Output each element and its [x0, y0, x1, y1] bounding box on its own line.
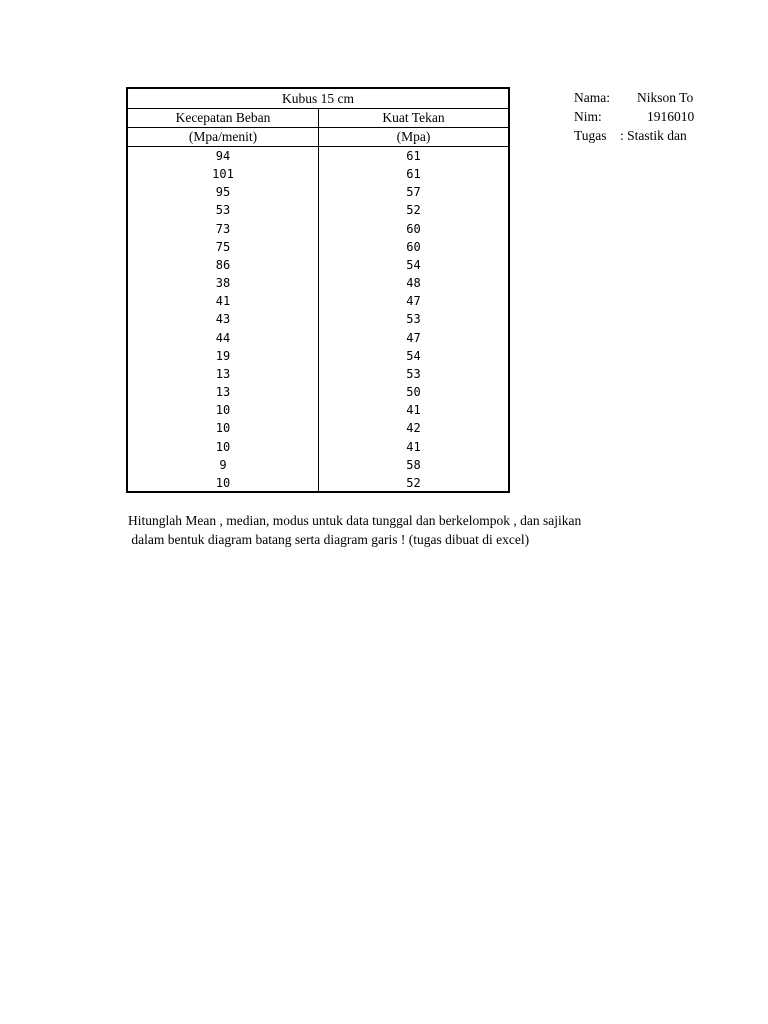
nama-label: Nama: [574, 90, 610, 105]
instruction-line-1: Hitunglah Mean , median, modus untuk data tunggal dan berkelompok , dan sajikan [128, 513, 582, 528]
student-info [574, 88, 768, 145]
kuat-tekan-cell: 58 [406, 457, 421, 472]
data-table [126, 87, 510, 493]
kecepatan-beban-cell: 86 [215, 257, 231, 272]
info-row-tugas [574, 126, 768, 145]
kuat-tekan-cell: 54 [406, 257, 421, 272]
kuat-tekan-cell: 53 [406, 312, 421, 327]
kecepatan-beban-cell: 94 [215, 149, 231, 163]
kecepatan-beban-cell: 73 [215, 221, 231, 236]
kecepatan-beban-cell: 75 [215, 239, 231, 254]
kecepatan-beban-cell: 10 [215, 439, 231, 454]
kuat-tekan-cell: 52 [406, 203, 421, 218]
nim-label: Nim: [574, 109, 602, 124]
kuat-tekan-cell: 41 [406, 439, 421, 454]
table-body [128, 147, 508, 492]
kuat-tekan-cell: 48 [406, 276, 421, 291]
kecepatan-beban-cell: 95 [215, 185, 231, 200]
unit-kuat-tekan: (Mpa) [396, 129, 431, 144]
kecepatan-beban-cell: 10 [215, 421, 231, 436]
kuat-tekan-cell: 57 [406, 185, 421, 200]
kuat-tekan-cell: 54 [406, 348, 421, 363]
kuat-tekan-cell: 41 [406, 403, 421, 418]
kecepatan-beban-cell: 10 [215, 403, 231, 418]
kecepatan-beban-cell: 10 [215, 475, 231, 490]
kecepatan-beban-cell: 9 [219, 457, 227, 472]
kecepatan-beban-cell: 13 [215, 366, 231, 381]
kecepatan-beban-cell: 44 [215, 330, 231, 345]
nama-value: Nikson To [637, 90, 694, 105]
kuat-tekan-cell: 52 [406, 475, 421, 490]
kecepatan-beban-cell: 101 [212, 167, 234, 182]
kuat-tekan-cell: 61 [406, 167, 421, 182]
unit-kecepatan-beban: (Mpa/menit) [128, 128, 319, 146]
tugas-label: Tugas [574, 128, 607, 143]
kuat-tekan-cell: 53 [406, 366, 421, 381]
instructions [128, 511, 728, 549]
kecepatan-beban-cell: 38 [215, 276, 231, 291]
column-kecepatan-beban [128, 147, 319, 492]
kecepatan-beban-cell: 41 [215, 294, 231, 309]
info-row-nim [574, 107, 768, 126]
unit-row [128, 128, 508, 147]
kecepatan-beban-cell: 43 [215, 312, 231, 327]
kuat-tekan-cell: 42 [406, 421, 421, 436]
tugas-value: : Stastik dan [620, 128, 687, 143]
info-row-nama [574, 88, 768, 107]
kecepatan-beban-cell: 13 [215, 385, 231, 400]
kuat-tekan-cell: 50 [406, 385, 421, 400]
kuat-tekan-cell: 47 [406, 294, 421, 309]
instruction-line-2: dalam bentuk diagram batang serta diagram garis ! (tugas dibuat di excel) [128, 532, 530, 547]
kuat-tekan-cell: 61 [406, 149, 421, 163]
header-kecepatan-beban: Kecepatan Beban [128, 109, 319, 127]
kuat-tekan-cell: 47 [406, 330, 421, 345]
header-row [128, 109, 508, 128]
kecepatan-beban-cell: 53 [215, 203, 231, 218]
table-title: Kubus 15 cm [128, 89, 508, 109]
nim-value: 1916010 [647, 109, 695, 124]
kuat-tekan-cell: 60 [406, 239, 421, 254]
column-kuat-tekan [319, 147, 508, 492]
header-kuat-tekan: Kuat Tekan [382, 110, 445, 125]
kecepatan-beban-cell: 19 [215, 348, 231, 363]
kuat-tekan-cell: 60 [406, 221, 421, 236]
